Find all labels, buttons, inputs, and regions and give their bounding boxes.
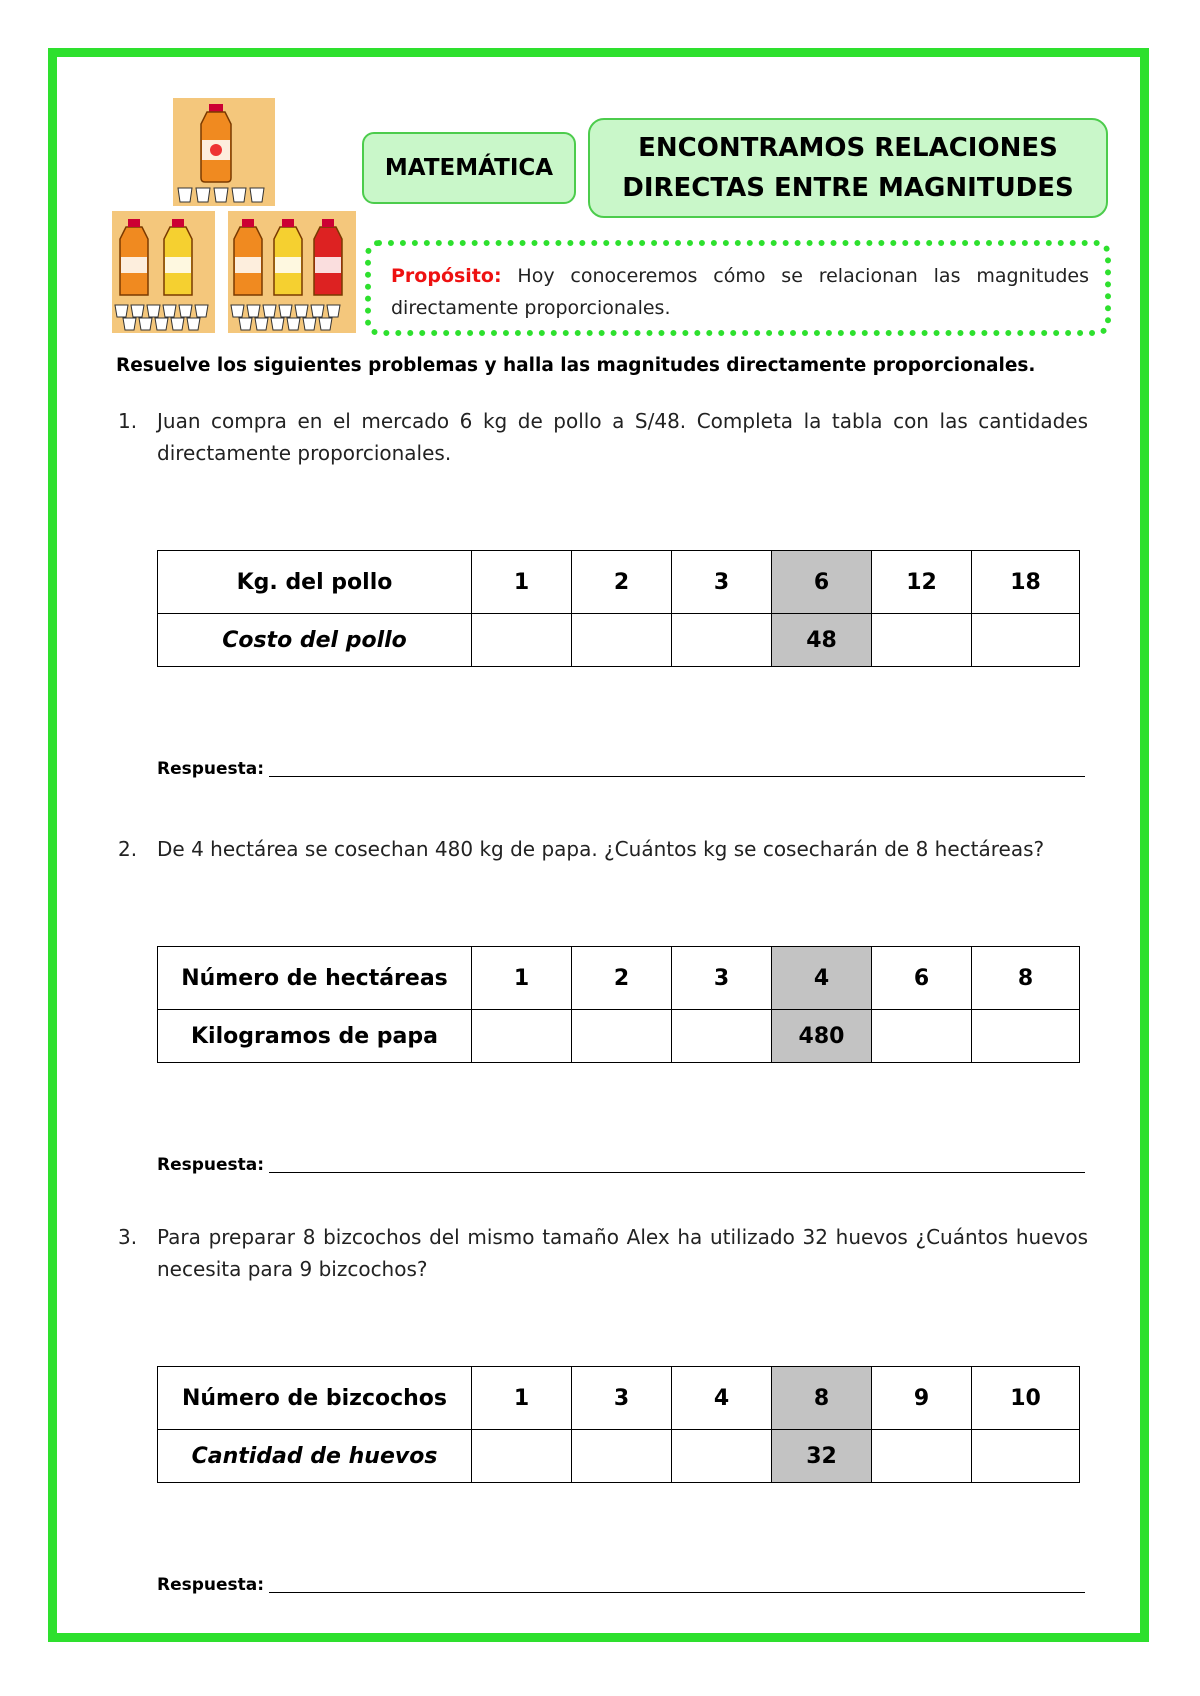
table-cell: 8 — [972, 947, 1080, 1010]
table-cell: 4 — [672, 1367, 772, 1430]
bottles-illustration-three — [228, 211, 356, 333]
problem-text: Para preparar 8 bizcochos del mismo tamaño Alex ha utilizado 32 huevos ¿Cuántos huevos necesita para 9 bizcochos? — [157, 1225, 1088, 1281]
answer-line-2[interactable] — [157, 1149, 1085, 1175]
table-cell: 6 — [872, 947, 972, 1010]
table-cell: 12 — [872, 551, 972, 614]
answer-line-1[interactable] — [157, 753, 1085, 779]
problem-text: De 4 hectárea se cosechan 480 kg de papa. ¿Cuántos kg se cosecharán de 8 hectáreas? — [157, 837, 1045, 861]
table-cell: 2 — [572, 947, 672, 1010]
table-cell-highlight: 48 — [772, 614, 872, 667]
purpose-box — [365, 240, 1111, 336]
table-problem-1 — [157, 550, 1080, 667]
page-title — [588, 118, 1108, 218]
answer-cell[interactable] — [572, 1010, 672, 1063]
problem-2 — [118, 833, 1088, 867]
table-cell-highlight: 480 — [772, 1010, 872, 1063]
row-header: Kilogramos de papa — [158, 1010, 472, 1063]
problem-3 — [118, 1221, 1088, 1287]
table-cell: 3 — [672, 947, 772, 1010]
problem-text: Juan compra en el mercado 6 kg de pollo a S/48. Completa la tabla con las cantidades directamente proporcionales. — [157, 409, 1088, 465]
row-header: Número de hectáreas — [158, 947, 472, 1010]
table-cell: 9 — [872, 1367, 972, 1430]
bottles-illustration-one — [173, 98, 275, 206]
answer-label: Respuesta: — [157, 759, 265, 779]
row-header: Cantidad de huevos — [158, 1430, 472, 1483]
answer-label: Respuesta: — [157, 1155, 265, 1175]
answer-cell[interactable] — [972, 1430, 1080, 1483]
problem-number: 2. — [118, 837, 138, 861]
answer-cell[interactable] — [672, 1010, 772, 1063]
answer-cell[interactable] — [972, 1010, 1080, 1063]
answer-cell[interactable] — [872, 614, 972, 667]
row-header: Número de bizcochos — [158, 1367, 472, 1430]
subject-badge — [362, 132, 576, 204]
table-cell: 2 — [572, 551, 672, 614]
row-header: Kg. del pollo — [158, 551, 472, 614]
problem-number: 3. — [118, 1225, 138, 1249]
table-cell: 1 — [472, 551, 572, 614]
table-cell: 18 — [972, 551, 1080, 614]
answer-cell[interactable] — [872, 1010, 972, 1063]
answer-cell[interactable] — [972, 614, 1080, 667]
problem-number: 1. — [118, 409, 138, 433]
bottles-illustration-two — [112, 211, 215, 333]
answer-line-3[interactable] — [157, 1569, 1085, 1595]
answer-cell[interactable] — [572, 1430, 672, 1483]
instruction-text: Resuelve los siguientes problemas y halla las magnitudes directamente proporcionales. — [116, 355, 1036, 376]
problem-1 — [118, 405, 1088, 471]
answer-cell[interactable] — [872, 1430, 972, 1483]
answer-label: Respuesta: — [157, 1575, 265, 1595]
answer-underline[interactable] — [269, 1172, 1085, 1173]
table-cell: 1 — [472, 947, 572, 1010]
title-line-2: DIRECTAS ENTRE MAGNITUDES — [622, 173, 1074, 203]
purpose-label: Propósito: — [391, 265, 502, 287]
answer-cell[interactable] — [572, 614, 672, 667]
title-line-1: ENCONTRAMOS RELACIONES — [638, 133, 1058, 163]
table-cell: 3 — [672, 551, 772, 614]
table-cell-highlight: 6 — [772, 551, 872, 614]
answer-underline[interactable] — [269, 1592, 1085, 1593]
answer-cell[interactable] — [672, 614, 772, 667]
answer-cell[interactable] — [672, 1430, 772, 1483]
table-cell-highlight: 4 — [772, 947, 872, 1010]
answer-cell[interactable] — [472, 614, 572, 667]
row-header: Costo del pollo — [158, 614, 472, 667]
answer-cell[interactable] — [472, 1430, 572, 1483]
answer-cell[interactable] — [472, 1010, 572, 1063]
table-cell-highlight: 8 — [772, 1367, 872, 1430]
table-problem-3 — [157, 1366, 1080, 1483]
table-problem-2 — [157, 946, 1080, 1063]
table-cell: 10 — [972, 1367, 1080, 1430]
table-cell: 3 — [572, 1367, 672, 1430]
table-cell: 1 — [472, 1367, 572, 1430]
subject-label: MATEMÁTICA — [384, 155, 554, 181]
answer-underline[interactable] — [269, 776, 1085, 777]
table-cell-highlight: 32 — [772, 1430, 872, 1483]
purpose-text: Hoy conoceremos cómo se relacionan las magnitudes directamente proporcionales. — [391, 265, 1089, 319]
